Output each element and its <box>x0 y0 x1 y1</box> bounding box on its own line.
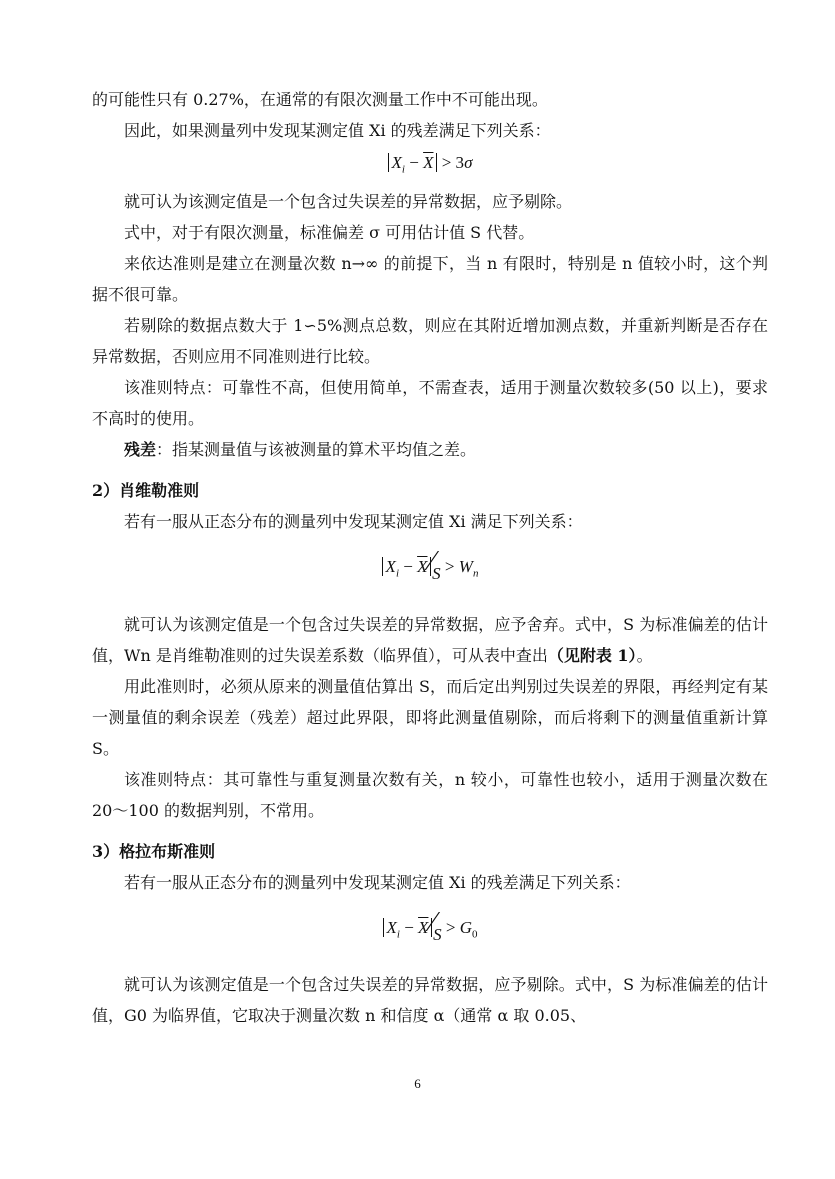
paragraph-probability: 的可能性只有 0.27%，在通常的有限次测量工作中不可能出现。 <box>92 90 548 109</box>
appendix-table-ref: （见附表 1） <box>547 645 637 665</box>
paragraph-chauvenet-usage: 用此准则时，必须从原来的测量值估算出 S，而后定出判别过失误差的界限，再经判定有某一测量值的剩余误差（残差）超过此界限，即将此测量值剔除，而后将剩下的测量值重新计算 S。 <box>92 676 768 758</box>
paragraph-grubbs-condition: 若有一服从正态分布的测量列中发现某测定值 Xi 的残差满足下列关系： <box>124 872 631 892</box>
paragraph-criterion-feature: 该准则特点：可靠性不高，但使用简单，不需查表，适用于测量次数较多(50 以上)，要求不高时的使用。 <box>92 378 768 429</box>
paragraph-grubbs-reject: 就可认为该测定值是一个包含过失误差的异常数据，应予剔除。式中，S 为标准偏差的估计值，G0 为临界值，它取决于测量次数 n 和信度 α（通常 α 取 0.05、 <box>92 975 768 1026</box>
residual-term: 残差 <box>124 440 157 460</box>
chauvenet-reject-text: 就可认为该测定值是一个包含过失误差的异常数据，应予舍弃。式中，S 为标准偏差的估计值，Wn 是肖维勒准则的过失误差系数（临界值），可从表中查出 <box>92 614 768 665</box>
paragraph-chauvenet-reject <box>92 609 768 671</box>
residual-definition-text: ：指某测量值与该被测量的算术平均值之差。 <box>156 440 477 460</box>
heading-chauvenet: 2）肖维勒准则 <box>92 481 200 501</box>
paragraph-residual-definition <box>92 434 768 465</box>
page-number: 6 <box>414 1076 421 1091</box>
paragraph-pauta-limit: 来依达准则是建立在测量次数 n→∞ 的前提下，当 n 有限时，特别是 n 值较小时，这个判据不很可靠。 <box>92 254 768 305</box>
formula-3sigma: $X_i - \overline{X} > 3\sigma$ <box>92 146 768 186</box>
heading-grubbs: 3）格拉布斯准则 <box>92 841 216 861</box>
chauvenet-reject-end: 。 <box>636 645 653 665</box>
formula-chauvenet: $X_i$ − $\overline{X}⁄S > W_n$ <box>92 537 768 608</box>
page-content <box>92 84 768 1031</box>
paragraph-chauvenet-condition: 若有一服从正态分布的测量列中发现某测定值 Xi 满足下列关系： <box>124 512 583 532</box>
paragraph-add-points: 若剔除的数据点数大于 1∽5%测点总数，则应在其附近增加测点数，并重新判断是否存在异常数据，否则应用不同准则进行比较。 <box>92 316 768 367</box>
paragraph-outlier-remove: 就可认为该测定值是一个包含过失误差的异常数据，应予剔除。 <box>124 192 573 212</box>
paragraph-residual-condition: 因此，如果测量列中发现某测定值 Xi 的残差满足下列关系： <box>124 121 551 140</box>
formula-grubbs: $X_i$ − $\overline{X}⁄S > G_0$ <box>92 898 768 969</box>
paragraph-sigma-estimate: 式中，对于有限次测量，标准偏差 σ 可用估计值 S 代替。 <box>124 223 535 243</box>
paragraph-chauvenet-feature: 该准则特点：其可靠性与重复测量次数有关，n 较小，可靠性也较小，适用于测量次数在 20～100 的数据判别，不常用。 <box>92 769 768 820</box>
